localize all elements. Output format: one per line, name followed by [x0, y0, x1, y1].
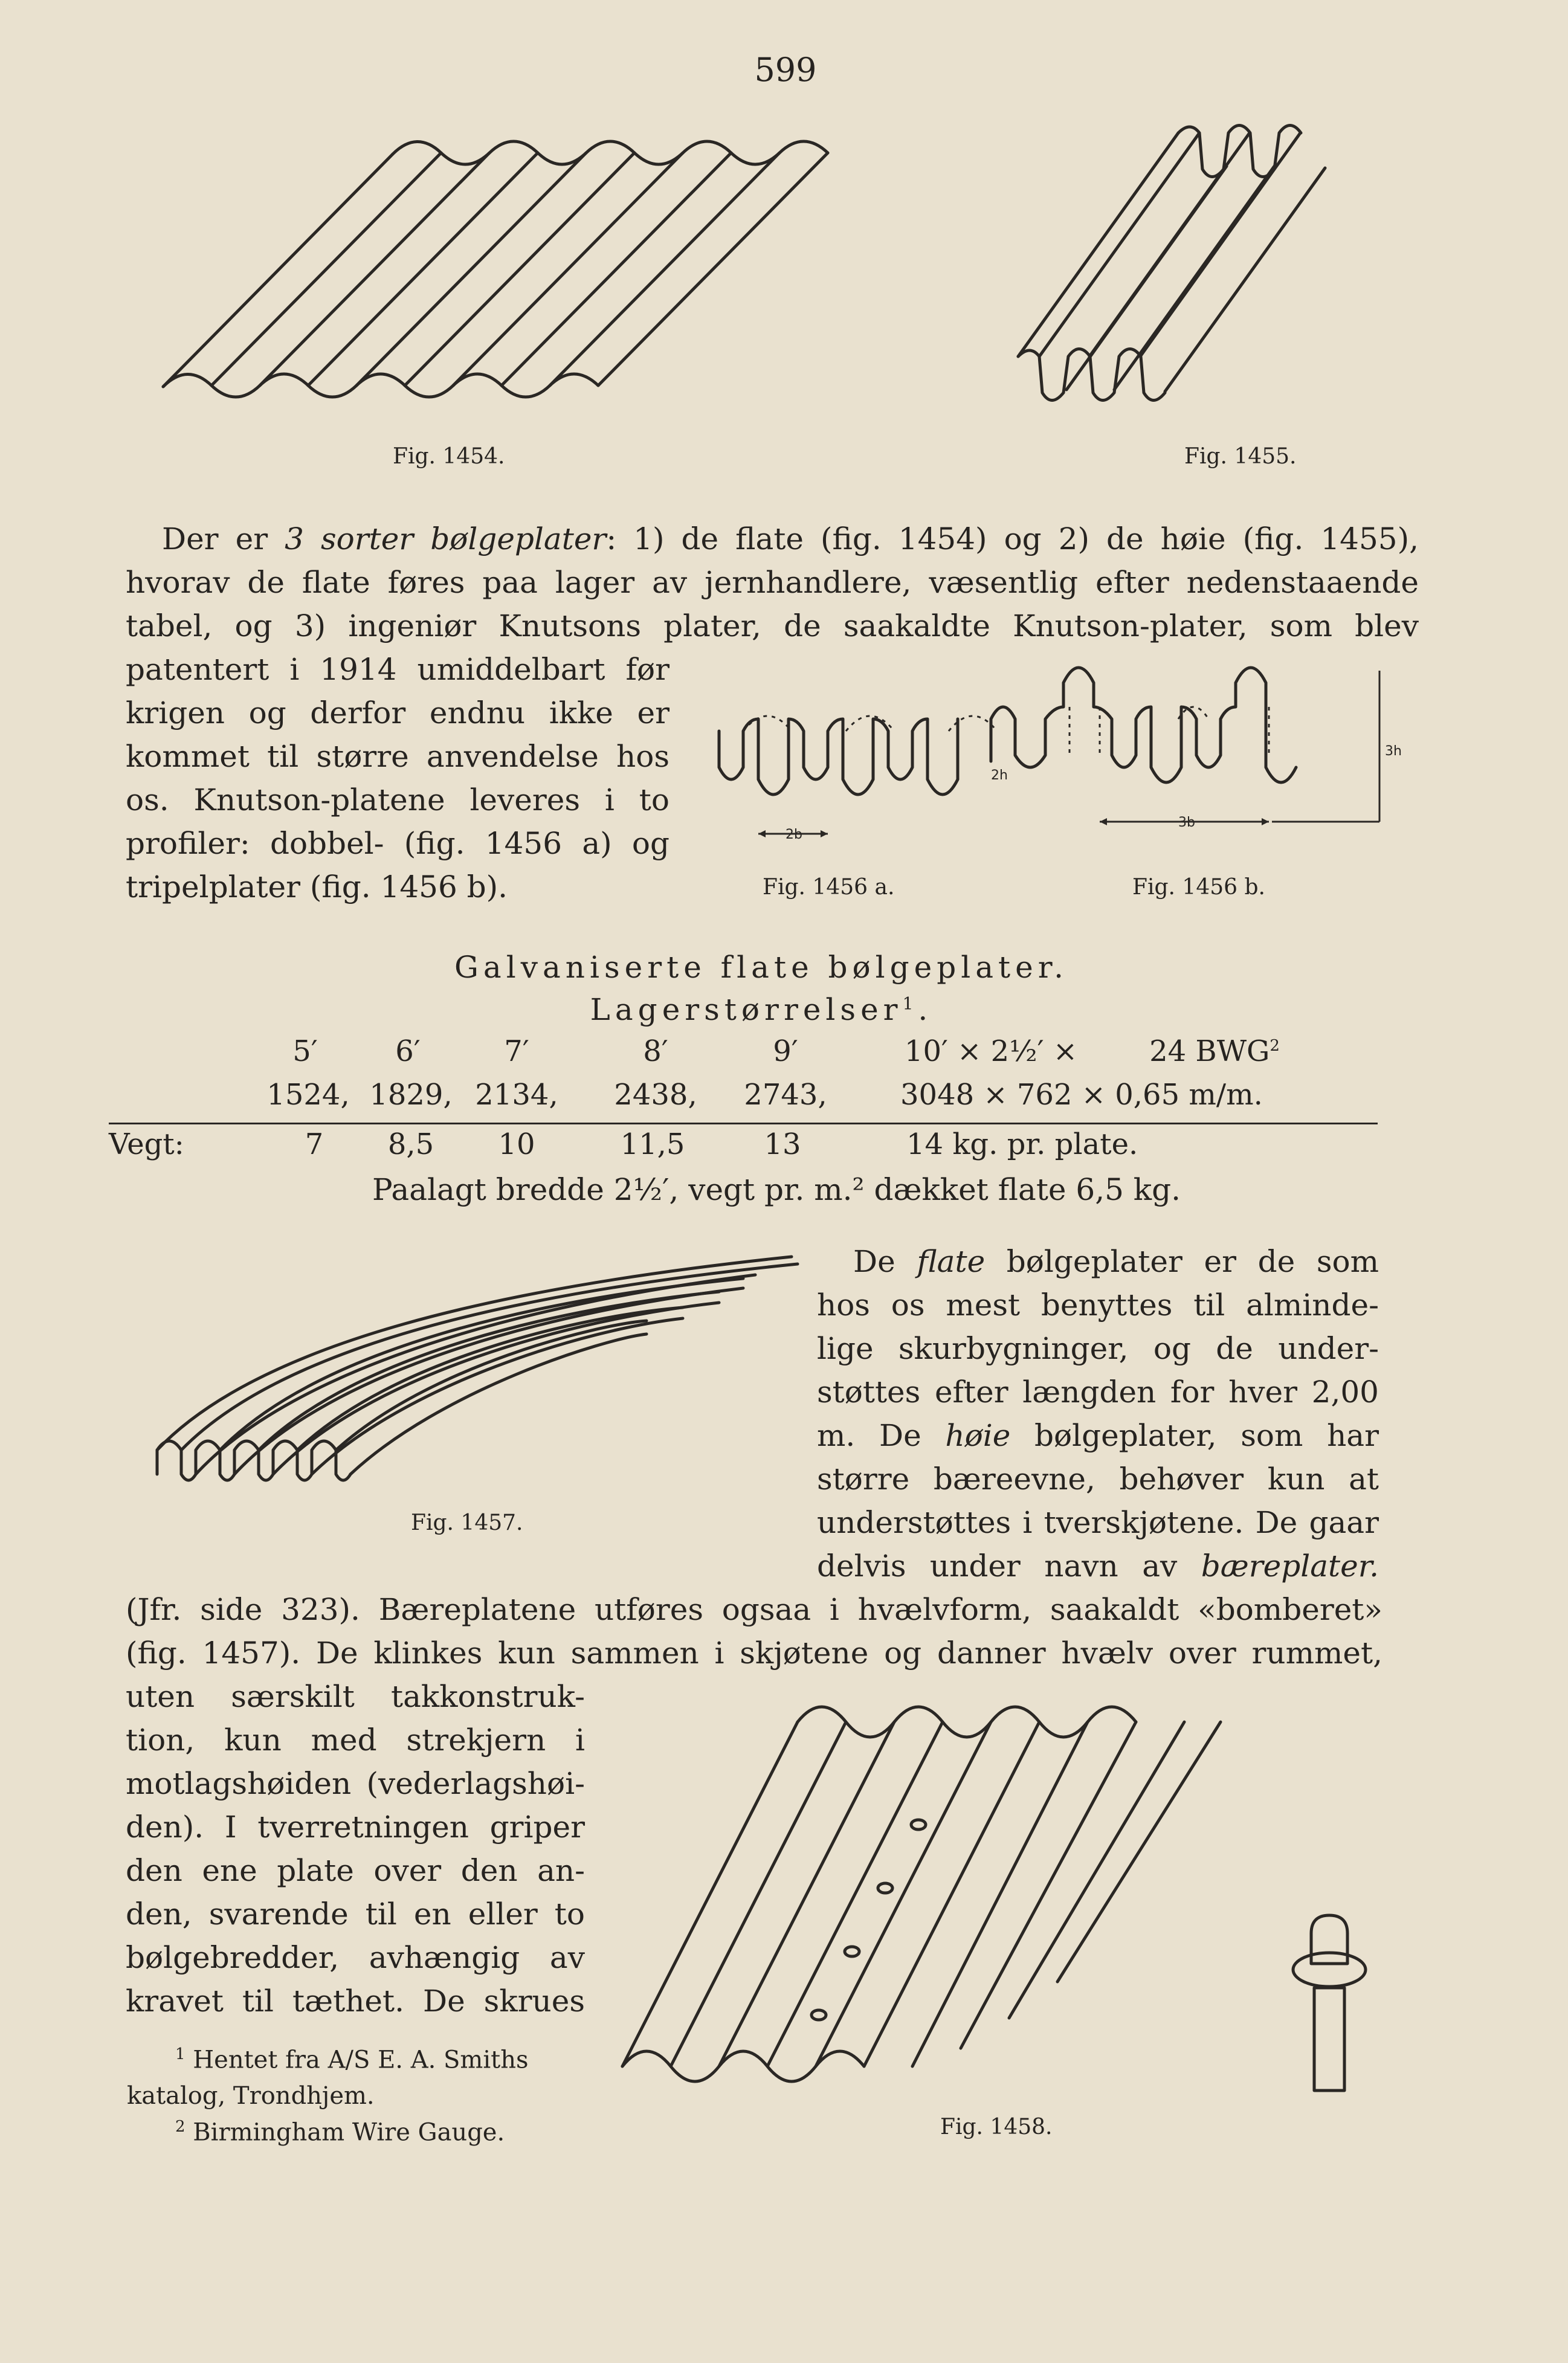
table-row-feet — [260, 1034, 1396, 1077]
para2-line-8: delvis under navn av bæreplater. — [817, 1549, 1379, 1584]
table-row-weight — [109, 1127, 1378, 1170]
footnote-2: $^2$ Birmingham Wire Gauge. — [175, 2118, 505, 2147]
table-cell: 24 BWG$^2$ — [1149, 1034, 1280, 1068]
para2-line-11: uten særskilt takkonstruk- — [126, 1679, 585, 1714]
fig-1456b-height-label-a: 2h — [991, 768, 1008, 783]
para2-line-7: understøttes i tverskjøtene. De gaar — [817, 1505, 1379, 1540]
para2-line-12: tion, kun med strekjern i — [126, 1723, 585, 1758]
table-cell: 8,5 — [387, 1127, 434, 1161]
intro-line-7: os. Knutson-platene leveres i to — [126, 782, 669, 817]
page-number: 599 — [754, 51, 817, 89]
table-cell: 1524, — [266, 1078, 350, 1112]
table-cell: 8′ — [643, 1034, 668, 1068]
table-cell: 5′ — [292, 1034, 318, 1068]
table-row-label: Vegt: — [109, 1127, 184, 1161]
intro-line-1: Der er 3 sorter bølgeplater: 1) de flate (fig. 1454) og 2) de høie (fig. 1455), — [162, 521, 1419, 556]
intro-line-6: kommet til større anvendelse hos — [126, 739, 669, 774]
intro-line-8: profiler: dobbel- (fig. 1456 a) og — [126, 826, 669, 861]
table-rule — [109, 1123, 1378, 1124]
table-cell: 9′ — [773, 1034, 798, 1068]
table-cell: 14 kg. pr. plate. — [906, 1127, 1138, 1161]
para2-line-4: støttes efter længden for hver 2,00 — [817, 1375, 1379, 1410]
footnote-1: $^1$ Hentet fra A/S E. A. Smiths katalog, Trondhjem. — [127, 2045, 529, 2110]
table-cell: 1829, — [369, 1078, 453, 1112]
intro-paragraph-column — [126, 648, 669, 909]
intro-line-5: krigen og derfor endnu ikke er — [126, 695, 669, 730]
fig-1455-drawing — [1003, 115, 1366, 429]
table-cell: 10′ × 2½′ × — [904, 1034, 1078, 1068]
intro-paragraph-top — [126, 517, 1419, 648]
fig-1455-caption: Fig. 1455. — [1184, 444, 1297, 469]
paragraph-2-full — [126, 1588, 1382, 1675]
table-cell: 2134, — [475, 1078, 558, 1112]
para2-line-5: m. De høie bølgeplater, som har — [817, 1418, 1379, 1453]
intro-line-2: hvorav de flate føres paa lager av jernhandlere, væsentlig efter nedenstaaende — [126, 565, 1419, 600]
intro-line-9: tripelplater (fig. 1456 b). — [126, 869, 508, 904]
table-subtitle: Lagerstørrelser$^1$. — [590, 992, 933, 1027]
fig-1458-drawing — [616, 1704, 1444, 2121]
table-title: Galvaniserte flate bølgeplater. — [454, 950, 1069, 985]
fig-1456b-height-label-b: 3h — [1385, 744, 1402, 759]
fig-1457-caption: Fig. 1457. — [411, 1510, 523, 1535]
intro-line-4: patentert i 1914 umiddelbart før — [126, 652, 669, 687]
table-cell: 7′ — [504, 1034, 529, 1068]
paragraph-2-left-column — [126, 1675, 585, 2023]
table-cell: 10 — [498, 1127, 535, 1161]
table-cell: 2743, — [744, 1078, 827, 1112]
table-cell: 7 — [305, 1127, 324, 1161]
table-cell: 3048 × 762 × 0,65 m/m. — [900, 1078, 1263, 1112]
table-footer: Paalagt bredde 2½′, vegt pr. m.² dækket flate 6,5 kg. — [372, 1172, 1181, 1207]
para2-line-6: større bæreevne, behøver kun at — [817, 1462, 1379, 1497]
para2-line-9: (Jfr. side 323). Bæreplatene utføres ogsaa i hvælvform, saakaldt «bomberet» — [126, 1592, 1382, 1627]
para2-line-1: De flate bølgeplater er de som — [853, 1244, 1379, 1279]
fig-1456b-dim-label: 3b — [1178, 815, 1195, 830]
fig-1456a-dim-label: 2b — [786, 827, 802, 842]
para2-line-2: hos os mest benyttes til alminde- — [817, 1288, 1379, 1323]
fig-1456b-drawing — [979, 640, 1414, 864]
fig-1454-drawing — [151, 121, 876, 435]
fig-1458-caption: Fig. 1458. — [940, 2115, 1053, 2139]
table-cell: 11,5 — [620, 1127, 685, 1161]
table-cell: 13 — [764, 1127, 801, 1161]
para2-line-18: kravet til tæthet. De skrues — [126, 1984, 585, 2019]
para2-line-15: den ene plate over den an- — [126, 1853, 585, 1888]
para2-line-3: lige skurbygninger, og de under- — [817, 1331, 1379, 1366]
fig-1456a-caption: Fig. 1456 a. — [763, 875, 895, 900]
table-cell: 2438, — [614, 1078, 697, 1112]
para2-line-16: den, svarende til en eller to — [126, 1897, 585, 1932]
paragraph-2-column — [817, 1240, 1379, 1588]
table-cell: 6′ — [395, 1034, 421, 1068]
intro-line-3: tabel, og 3) ingeniør Knutsons plater, de saakaldte Knutson-plater, som blev — [126, 608, 1419, 643]
fig-1456b-caption: Fig. 1456 b. — [1132, 875, 1265, 900]
para2-line-14: den). I tverretningen griper — [126, 1810, 585, 1845]
para2-line-17: bølgebredder, avhængig av — [126, 1940, 585, 1975]
fig-1454-caption: Fig. 1454. — [393, 444, 505, 469]
fig-1457-drawing — [139, 1245, 816, 1523]
table-row-mm — [260, 1078, 1396, 1120]
para2-line-10: (fig. 1457). De klinkes kun sammen i skjøtene og danner hvælv over rummet, — [126, 1636, 1382, 1671]
para2-line-13: motlagshøiden (vederlagshøi- — [126, 1766, 585, 1801]
